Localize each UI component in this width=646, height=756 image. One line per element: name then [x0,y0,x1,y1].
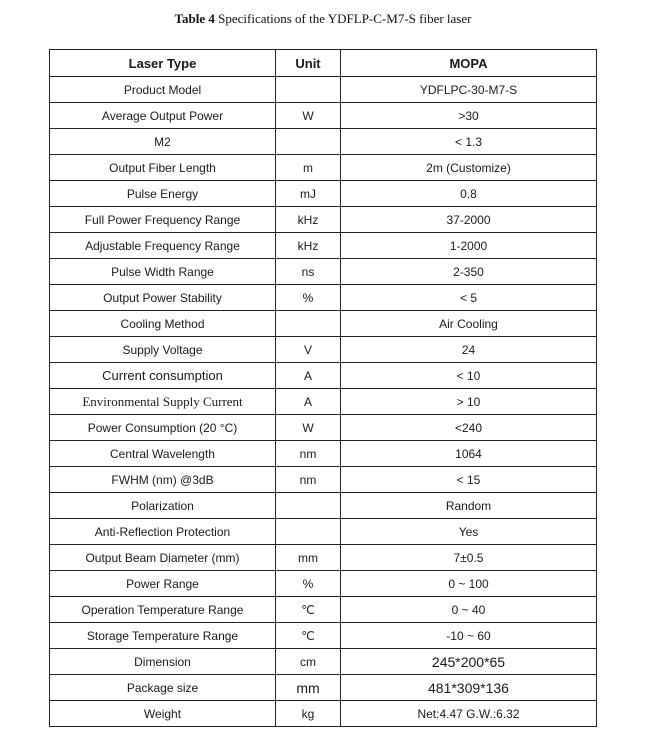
unit-cell [276,519,341,545]
table-row [50,597,597,623]
table-row [50,649,597,675]
value-cell: YDFLPC-30-M7-S [341,77,597,103]
value-cell: -10 ~ 60 [341,623,597,649]
unit-cell: mJ [276,181,341,207]
parameter-cell: Cooling Method [50,311,276,337]
table-caption [0,11,646,27]
parameter-cell: Central Wavelength [50,441,276,467]
parameter-cell: Pulse Energy [50,181,276,207]
table-row [50,181,597,207]
unit-cell: kHz [276,207,341,233]
unit-cell [276,129,341,155]
parameter-cell: Power Range [50,571,276,597]
value-cell: 1-2000 [341,233,597,259]
unit-cell: % [276,571,341,597]
unit-cell: V [276,337,341,363]
value-cell: 0 ~ 40 [341,597,597,623]
value-cell: Net:4.47 G.W.:6.32 [341,701,597,727]
parameter-cell: Adjustable Frequency Range [50,233,276,259]
value-cell: 2m (Customize) [341,155,597,181]
parameter-cell: Power Consumption (20 °C) [50,415,276,441]
unit-cell: W [276,103,341,129]
value-cell: < 15 [341,467,597,493]
unit-cell: nm [276,441,341,467]
parameter-cell: Dimension [50,649,276,675]
value-cell: 1064 [341,441,597,467]
value-cell: 7±0.5 [341,545,597,571]
unit-cell: mm [276,675,341,701]
table-row [50,207,597,233]
value-cell: 24 [341,337,597,363]
table-row [50,467,597,493]
value-cell: <240 [341,415,597,441]
header-unit: Unit [276,50,341,77]
specifications-table [49,49,597,727]
parameter-cell: Package size [50,675,276,701]
parameter-cell: Average Output Power [50,103,276,129]
parameter-cell: Output Fiber Length [50,155,276,181]
value-cell: 245*200*65 [341,649,597,675]
value-cell: < 1.3 [341,129,597,155]
unit-cell [276,493,341,519]
value-cell: > 10 [341,389,597,415]
table-row [50,389,597,415]
parameter-cell: Current consumption [50,363,276,389]
value-cell: 481*309*136 [341,675,597,701]
parameter-cell: Output Beam Diameter (mm) [50,545,276,571]
value-cell: 2-350 [341,259,597,285]
table-row [50,571,597,597]
value-cell: Yes [341,519,597,545]
value-cell: 0 ~ 100 [341,571,597,597]
parameter-cell: Full Power Frequency Range [50,207,276,233]
value-cell: < 5 [341,285,597,311]
unit-cell: cm [276,649,341,675]
table-row [50,77,597,103]
unit-cell: kg [276,701,341,727]
table-row [50,701,597,727]
table-row [50,623,597,649]
parameter-cell: Pulse Width Range [50,259,276,285]
table-row [50,415,597,441]
header-laser-type: Laser Type [50,50,276,77]
table-row [50,233,597,259]
value-cell: >30 [341,103,597,129]
table-number: Table 4 [174,11,215,26]
unit-cell: kHz [276,233,341,259]
parameter-cell: Environmental Supply Current [50,389,276,415]
parameter-cell: Product Model [50,77,276,103]
unit-cell: A [276,389,341,415]
parameter-cell: Anti-Reflection Protection [50,519,276,545]
value-cell: < 10 [341,363,597,389]
table-caption-text: Specifications of the YDFLP-C-M7-S fiber laser [214,11,472,26]
table-row [50,493,597,519]
table-row [50,103,597,129]
unit-cell: mm [276,545,341,571]
table-row [50,311,597,337]
unit-cell: ns [276,259,341,285]
unit-cell: nm [276,467,341,493]
value-cell: 0.8 [341,181,597,207]
parameter-cell: Supply Voltage [50,337,276,363]
parameter-cell: Output Power Stability [50,285,276,311]
unit-cell: m [276,155,341,181]
value-cell: Air Cooling [341,311,597,337]
unit-cell: ℃ [276,597,341,623]
parameter-cell: Polarization [50,493,276,519]
table-header-row [50,50,597,77]
table-row [50,259,597,285]
unit-cell [276,311,341,337]
table-row [50,285,597,311]
table-row [50,441,597,467]
unit-cell: % [276,285,341,311]
parameter-cell: Weight [50,701,276,727]
value-cell: Random [341,493,597,519]
parameter-cell: M2 [50,129,276,155]
table-row [50,675,597,701]
table-row [50,519,597,545]
header-mopa: MOPA [341,50,597,77]
table-row [50,155,597,181]
table-row [50,337,597,363]
unit-cell [276,77,341,103]
table-row [50,129,597,155]
unit-cell: W [276,415,341,441]
unit-cell: A [276,363,341,389]
unit-cell: ℃ [276,623,341,649]
parameter-cell: Storage Temperature Range [50,623,276,649]
table-row [50,363,597,389]
parameter-cell: Operation Temperature Range [50,597,276,623]
value-cell: 37-2000 [341,207,597,233]
table-row [50,545,597,571]
parameter-cell: FWHM (nm) @3dB [50,467,276,493]
